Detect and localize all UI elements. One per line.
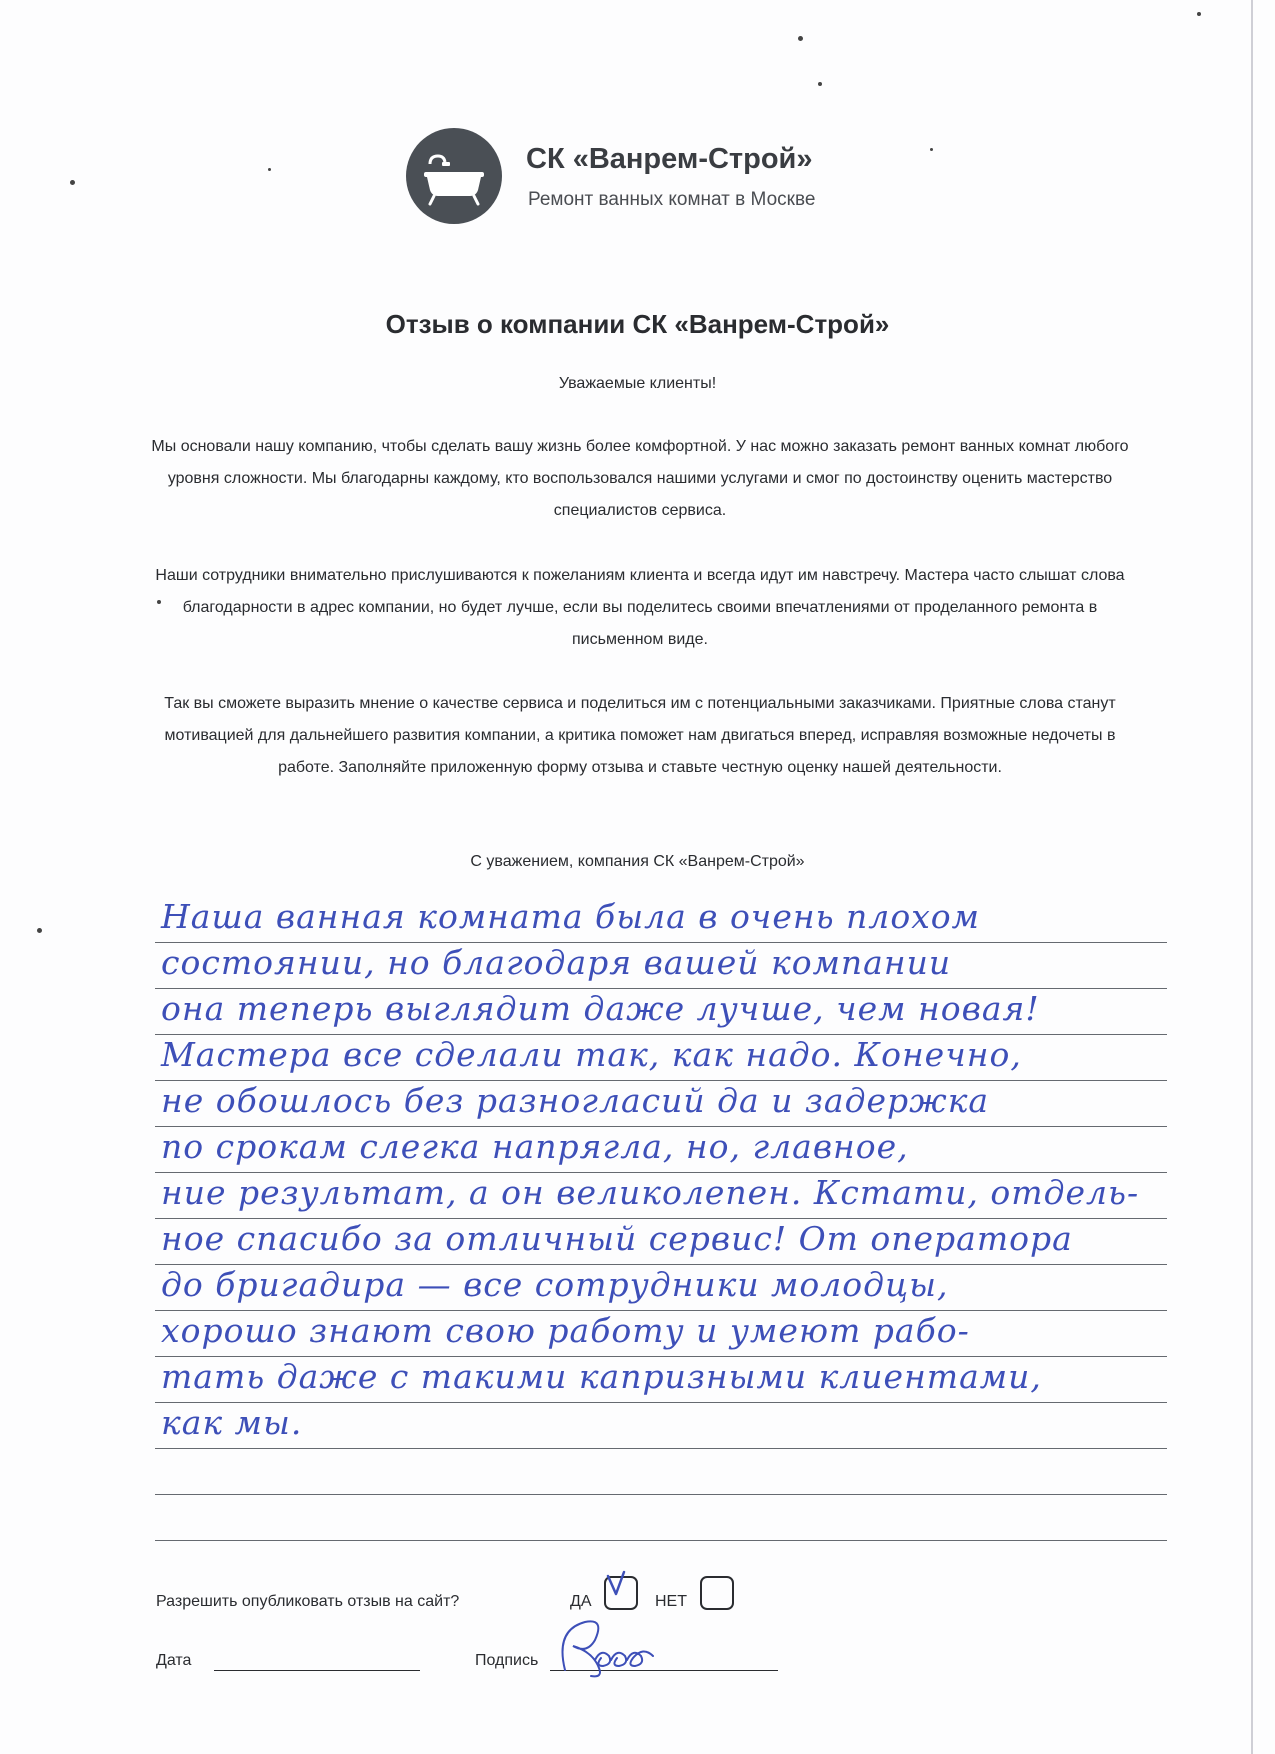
greeting: Уважаемые клиенты! [558, 375, 717, 392]
ruled-line [155, 1494, 1167, 1495]
intro-paragraph-3: Так вы сможете выразить мнение о качестве сервиса и поделиться им с потенциальными заказчиками. Приятные слова станут мотивацией для дальнейшего развития компании, а критика поможет нам двигаться вперед, исправляя возможные недочеты в работе. Заполняйте приложенную форму отзыва и ставьте честную оценку нашей деятельности. [164, 695, 1116, 776]
publish-no-checkbox[interactable] [700, 1576, 734, 1610]
scan-speck [37, 928, 42, 933]
date-label: Дата [156, 1652, 192, 1669]
handwritten-line: она теперь выглядит даже лучше, чем новая! [161, 989, 1040, 1028]
handwritten-line: состоянии, но благодаря вашей компании [161, 943, 952, 982]
handwritten-line: ние результат, а он великолепен. Кстати, отдель- [161, 1173, 1140, 1212]
handwritten-line: не обошлось без разногласий да и задержка [161, 1081, 990, 1120]
scan-speck [818, 82, 822, 86]
scan-speck [268, 168, 271, 171]
scan-speck [798, 36, 803, 41]
intro-paragraph-2: Наши сотрудники внимательно прислушиваются к пожеланиям клиента и всегда идут им навстречу. Мастера часто слышат слова благодарности в адрес компании, но будет лучше, если вы поделитесь своими впечатлениями от проделанного ремонта в письменном виде. [155, 567, 1125, 648]
handwritten-line: Наша ванная комната была в очень плохом [161, 897, 981, 936]
review-writing-area[interactable] [155, 895, 1167, 1545]
scan-speck [930, 148, 933, 151]
handwritten-line: хорошо знают свою работу и умеют рабо- [161, 1311, 970, 1350]
intro-paragraph-1: Мы основали нашу компанию, чтобы сделать вашу жизнь более комфортной. У нас можно заказать ремонт ванных комнат любого уровня сложности. Мы благодарны каждому, кто воспользовался нашими услугами и смог по достоинству оценить мастерство специалистов сервиса. [151, 438, 1129, 519]
publish-question: Разрешить опубликовать отзыв на сайт? [156, 1593, 460, 1610]
signature-mark [525, 1610, 675, 1690]
handwritten-line: Мастера все сделали так, как надо. Конечно, [161, 1035, 1022, 1074]
signoff: С уважением, компания СК «Ванрем-Строй» [470, 853, 805, 870]
company-logo [406, 128, 502, 224]
signature-label: Подпись [475, 1652, 539, 1669]
company-tagline: Ремонт ванных комнат в Москве [528, 189, 816, 210]
document-title: Отзыв о компании СК «Ванрем-Строй» [385, 309, 890, 339]
handwritten-line: тать даже с такими капризными клиентами, [161, 1357, 1042, 1396]
handwritten-line: как мы. [161, 1403, 303, 1442]
handwritten-line: до бригадира — все сотрудники молодцы, [161, 1265, 949, 1304]
scan-speck [70, 180, 75, 185]
no-label: НЕТ [655, 1593, 687, 1610]
scan-edge [1251, 0, 1253, 1754]
ruled-line [155, 1448, 1167, 1449]
ruled-line [155, 1540, 1167, 1541]
scan-speck [1197, 12, 1201, 16]
date-field[interactable] [214, 1670, 420, 1671]
check-mark-icon [602, 1568, 638, 1600]
company-name: СК «Ванрем-Строй» [526, 143, 813, 175]
bathtub-icon [406, 128, 502, 224]
handwritten-line: по срокам слегка напрягла, но, главное, [161, 1127, 909, 1166]
ruled-line [155, 1402, 1167, 1403]
handwritten-line: ное спасибо за отличный сервис! От оператора [161, 1219, 1073, 1258]
yes-label: ДА [570, 1593, 592, 1610]
